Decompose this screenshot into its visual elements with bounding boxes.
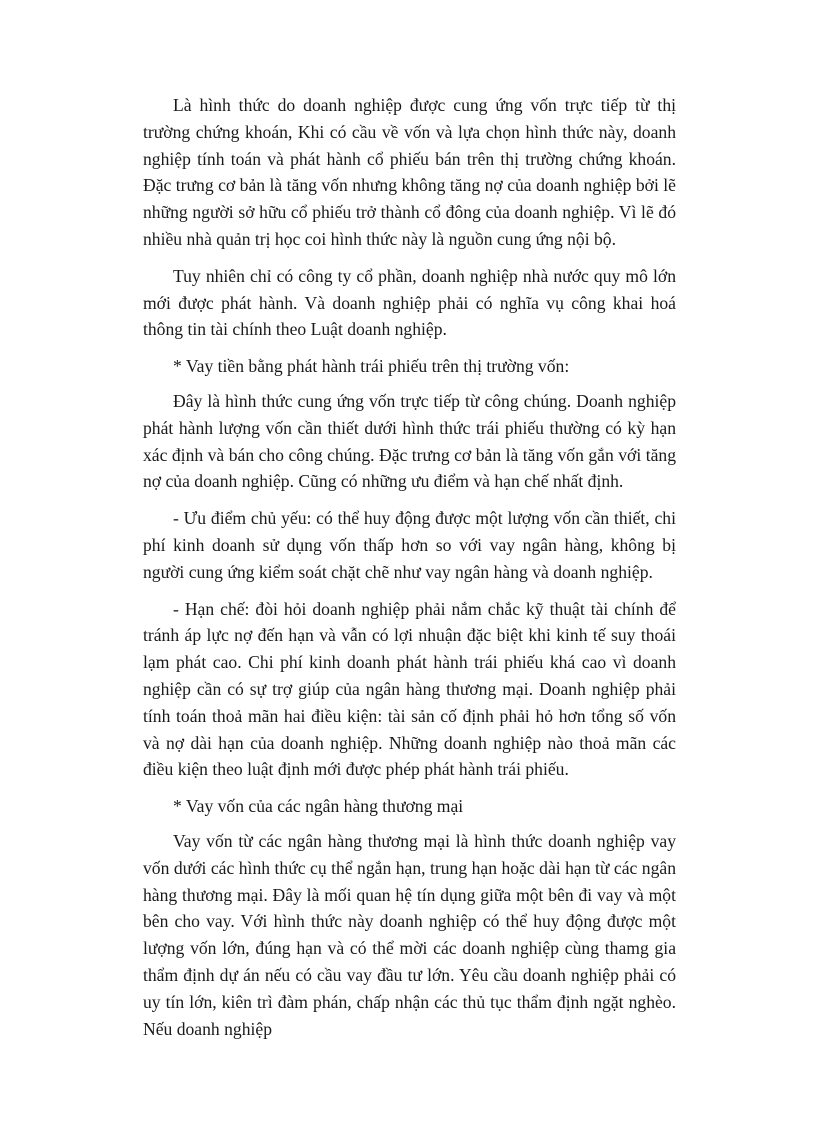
paragraph-limitations: - Hạn chế: đòi hỏi doanh nghiệp phải nắm chắc kỹ thuật tài chính để tránh áp lực nợ đến hạn và vẫn có lợi nhuận đặc biệt khi kinh tế suy thoái lạm phát cao. Chi phí kinh doanh phát hành trái phiếu khá cao vì doanh nghiệp cần có sự trợ giúp của ngân hàng thương mại. Doanh nghiệp phải tính toán thoả mãn hai điều kiện: tài sản cố định phải hỏ hơn tổng số vốn và nợ dài hạn của doanh nghiệp. Những doanh nghiệp nào thoả mãn các điều kiện theo luật định mới được phép phát hành trái phiếu. — [143, 598, 676, 780]
paragraph-bond-description: Đây là hình thức cung ứng vốn trực tiếp từ công chúng. Doanh nghiệp phát hành lượng vốn cần thiết dưới hình thức trái phiếu thường có kỳ hạn xác định và bán cho công chúng. Đặc trưng cơ bản là tăng vốn gắn với tăng nợ của doanh nghiệp. Cũng có những ưu điểm và hạn chế nhất định. — [143, 390, 676, 492]
paragraph-advantages: - Ưu điểm chủ yếu: có thể huy động được một lượng vốn cần thiết, chi phí kinh doanh sử dụng vốn thấp hơn so với vay ngân hàng, không bị người cung ứng kiểm soát chặt chẽ như vay ngân hàng và doanh nghiệp. — [143, 508, 676, 582]
heading-bank-loans: * Vay vốn của các ngân hàng thương mại — [173, 796, 464, 817]
paragraph-bank-loans: Vay vốn từ các ngân hàng thương mại là hình thức doanh nghiệp vay vốn dưới các hình thức cụ thể ngắn hạn, trung hạn hoặc dài hạn từ các ngân hàng thương mại. Đây là mối quan hệ tín dụng giữa một bên đi vay và một bên cho vay. Với hình thức này doanh nghiệp có thể huy động được một lượng vốn lớn, đúng hạn và có thể mời các doanh nghiệp cùng thamg gia thẩm định dự án nếu có cầu vay đầu tư lớn. Yêu cầu doanh nghiệp phải có uy tín lớn, kiên trì đàm phán, chấp nhận các thủ tục thẩm định ngặt nghèo. Nếu doanh nghiệp — [143, 830, 676, 1039]
heading-bond-issuance: * Vay tiền bằng phát hành trái phiếu trên thị trường vốn: — [173, 356, 570, 377]
document-page — [143, 92, 676, 1052]
paragraph-eligibility: Tuy nhiên chỉ có công ty cổ phần, doanh nghiệp nhà nước quy mô lớn mới được phát hành. Và doanh nghiệp phải có nghĩa vụ công khai hoá thông tin tài chính theo Luật doanh nghiệp. — [143, 265, 676, 340]
paragraph-stock-issuance: Là hình thức do doanh nghiệp được cung ứng vốn trực tiếp từ thị trường chứng khoán, Khi có cầu về vốn và lựa chọn hình thức này, doanh nghiệp tính toán và phát hành cổ phiếu bán trên thị trường chứng khoán. Đặc trưng cơ bản là tăng vốn nhưng không tăng nợ của doanh nghiệp bởi lẽ những người sở hữu cổ phiếu trở thành cổ đông của doanh nghiệp. Vì lẽ đó nhiều nhà quản trị học coi hình thức này là nguồn cung ứng nội bộ. — [143, 95, 676, 249]
